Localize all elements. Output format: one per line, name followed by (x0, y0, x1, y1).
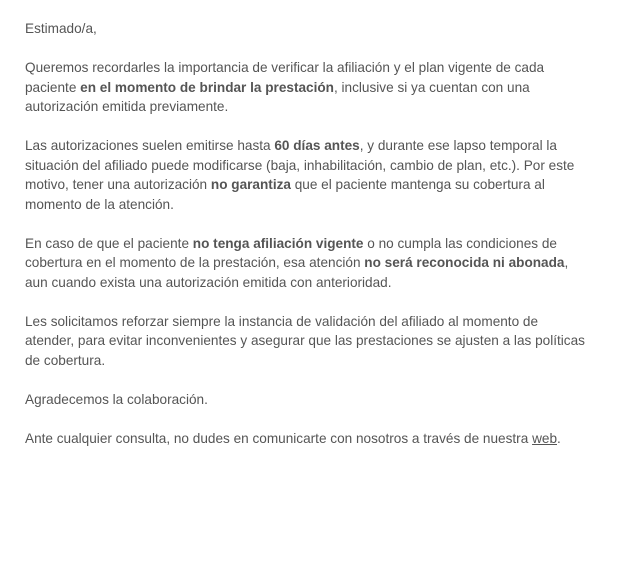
paragraph-text: Queremos recordarles la importancia de verificar la afiliación y el plan vigente de cada paciente (25, 60, 545, 95)
emphasis-text: 60 días antes (274, 138, 360, 153)
paragraph-text: , y durante ese lapso temporal la situación del afiliado puede modificarse (baja, inhabilitación, cambio de plan, etc.). Por este motivo, tener una autorización (25, 138, 575, 192)
paragraph-text: Las autorizaciones suelen emitirse hasta (25, 138, 275, 153)
web-link[interactable]: web (532, 430, 557, 446)
emphasis-text: no será reconocida ni abonada (364, 255, 565, 270)
paragraph-text: , inclusive si ya cuentan con una autorización emitida previamente. (25, 79, 530, 114)
emphasis-text: no garantiza (210, 177, 291, 192)
paragraph-text: que el paciente mantenga su cobertura al momento de la atención. (25, 177, 545, 212)
paragraph-text: , aun cuando exista una autorización emitida con anterioridad. (25, 255, 569, 290)
email-body (25, 19, 585, 468)
paragraph-text: En caso de que el paciente (25, 235, 193, 251)
paragraph-verify-affiliation (25, 58, 585, 117)
paragraph-authorization-window (25, 136, 585, 214)
paragraph-contact (25, 429, 585, 449)
greeting-text: Estimado/a, (25, 21, 97, 36)
paragraph-text: Ante cualquier consulta, no dudes en comunicarte con nosotros a través de nuestra (25, 430, 533, 446)
paragraph-text: o no cumpla las condiciones de cobertura en el momento de la prestación, esa atención (25, 235, 557, 270)
emphasis-text: no tenga afiliación vigente (192, 235, 364, 251)
paragraph-text: Les solicitamos reforzar siempre la instancia de validación del afiliado al momento de atender, para evitar inconvenientes y asegurar que las prestaciones se ajusten a las políticas de cobertura. (25, 313, 585, 368)
greeting (25, 19, 585, 39)
emphasis-text: en el momento de brindar la prestación (80, 79, 334, 95)
paragraph-thanks (25, 390, 585, 410)
paragraph-validation-request (25, 312, 585, 371)
paragraph-text: . (557, 430, 561, 446)
paragraph-no-coverage (25, 234, 585, 293)
paragraph-text: Agradecemos la colaboración. (25, 391, 208, 407)
